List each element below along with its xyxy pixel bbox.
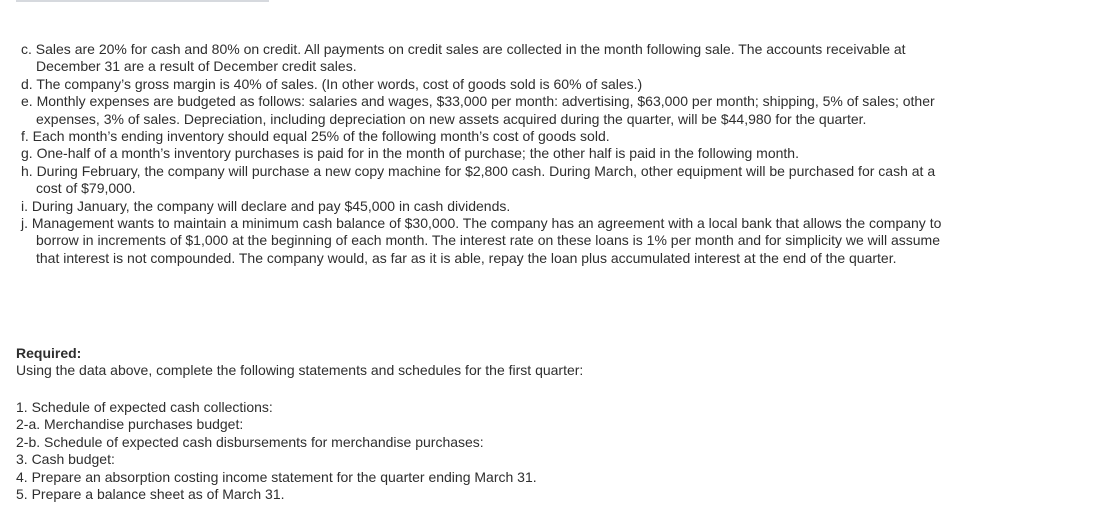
task-item-4: 4. Prepare an absorption costing income statement for the quarter ending March 31.: [16, 468, 537, 485]
assumption-item-e: e. Monthly expenses are budgeted as follows: salaries and wages, $33,000 per month: advertising, $63,000 per month; shipping, 5% of sales; other expenses, 3% of sales. Depreciation, including depreciation on new assets acquired during the quarter, will be $44,980 for the quarter.: [21, 93, 935, 127]
task-item-5: 5. Prepare a balance sheet as of March 31.: [16, 486, 285, 503]
assumption-item-c: c. Sales are 20% for cash and 80% on credit. All payments on credit sales are collected in the month following sale. The accounts receivable at December 31 are a result of December credit sales.: [21, 41, 906, 75]
assumption-item-g: g. One-half of a month’s inventory purchases is paid for in the month of purchase; the other half is paid in the following month.: [21, 145, 799, 162]
assumption-item-h: h. During February, the company will purchase a new copy machine for $2,800 cash. During March, other equipment will be purchased for cash at a cost of $79,000.: [21, 162, 936, 197]
task-item-2b: 2-b. Schedule of expected cash disbursements for merchandise purchases:: [16, 433, 484, 450]
assumption-item-i: i. During January, the company will declare and pay $45,000 in cash dividends.: [21, 197, 511, 214]
assumption-item-d: d. The company’s gross margin is 40% of sales. (In other words, cost of goods sold is 60% of sales.): [21, 75, 643, 92]
task-list: [16, 399, 1016, 503]
assumption-item-j: j. Management wants to maintain a minimum cash balance of $30,000. The company has an agreement with a local bank that allows the company to borrow in increments of $1,000 at the beginning of each month. The interest rate on these loans is 1% per month and for simplicity we will assume that interest is not compounded. The company would, as far as it is able, repay the loan plus accumulated interest at the end of the quarter.: [21, 215, 942, 266]
task-item-1: 1. Schedule of expected cash collections:: [16, 399, 273, 415]
task-item-3: 3. Cash budget:: [16, 451, 115, 468]
required-heading: Required:: [16, 345, 82, 361]
top-divider: [16, 0, 269, 2]
required-intro: Using the data above, complete the following statements and schedules for the first quarter:: [16, 362, 584, 379]
assumption-item-f: f. Each month’s ending inventory should equal 25% of the following month’s cost of goods sold.: [21, 128, 610, 145]
assumptions-list: [21, 41, 961, 267]
task-item-2a: 2-a. Merchandise purchases budget:: [16, 416, 244, 433]
required-section: [16, 345, 1016, 380]
